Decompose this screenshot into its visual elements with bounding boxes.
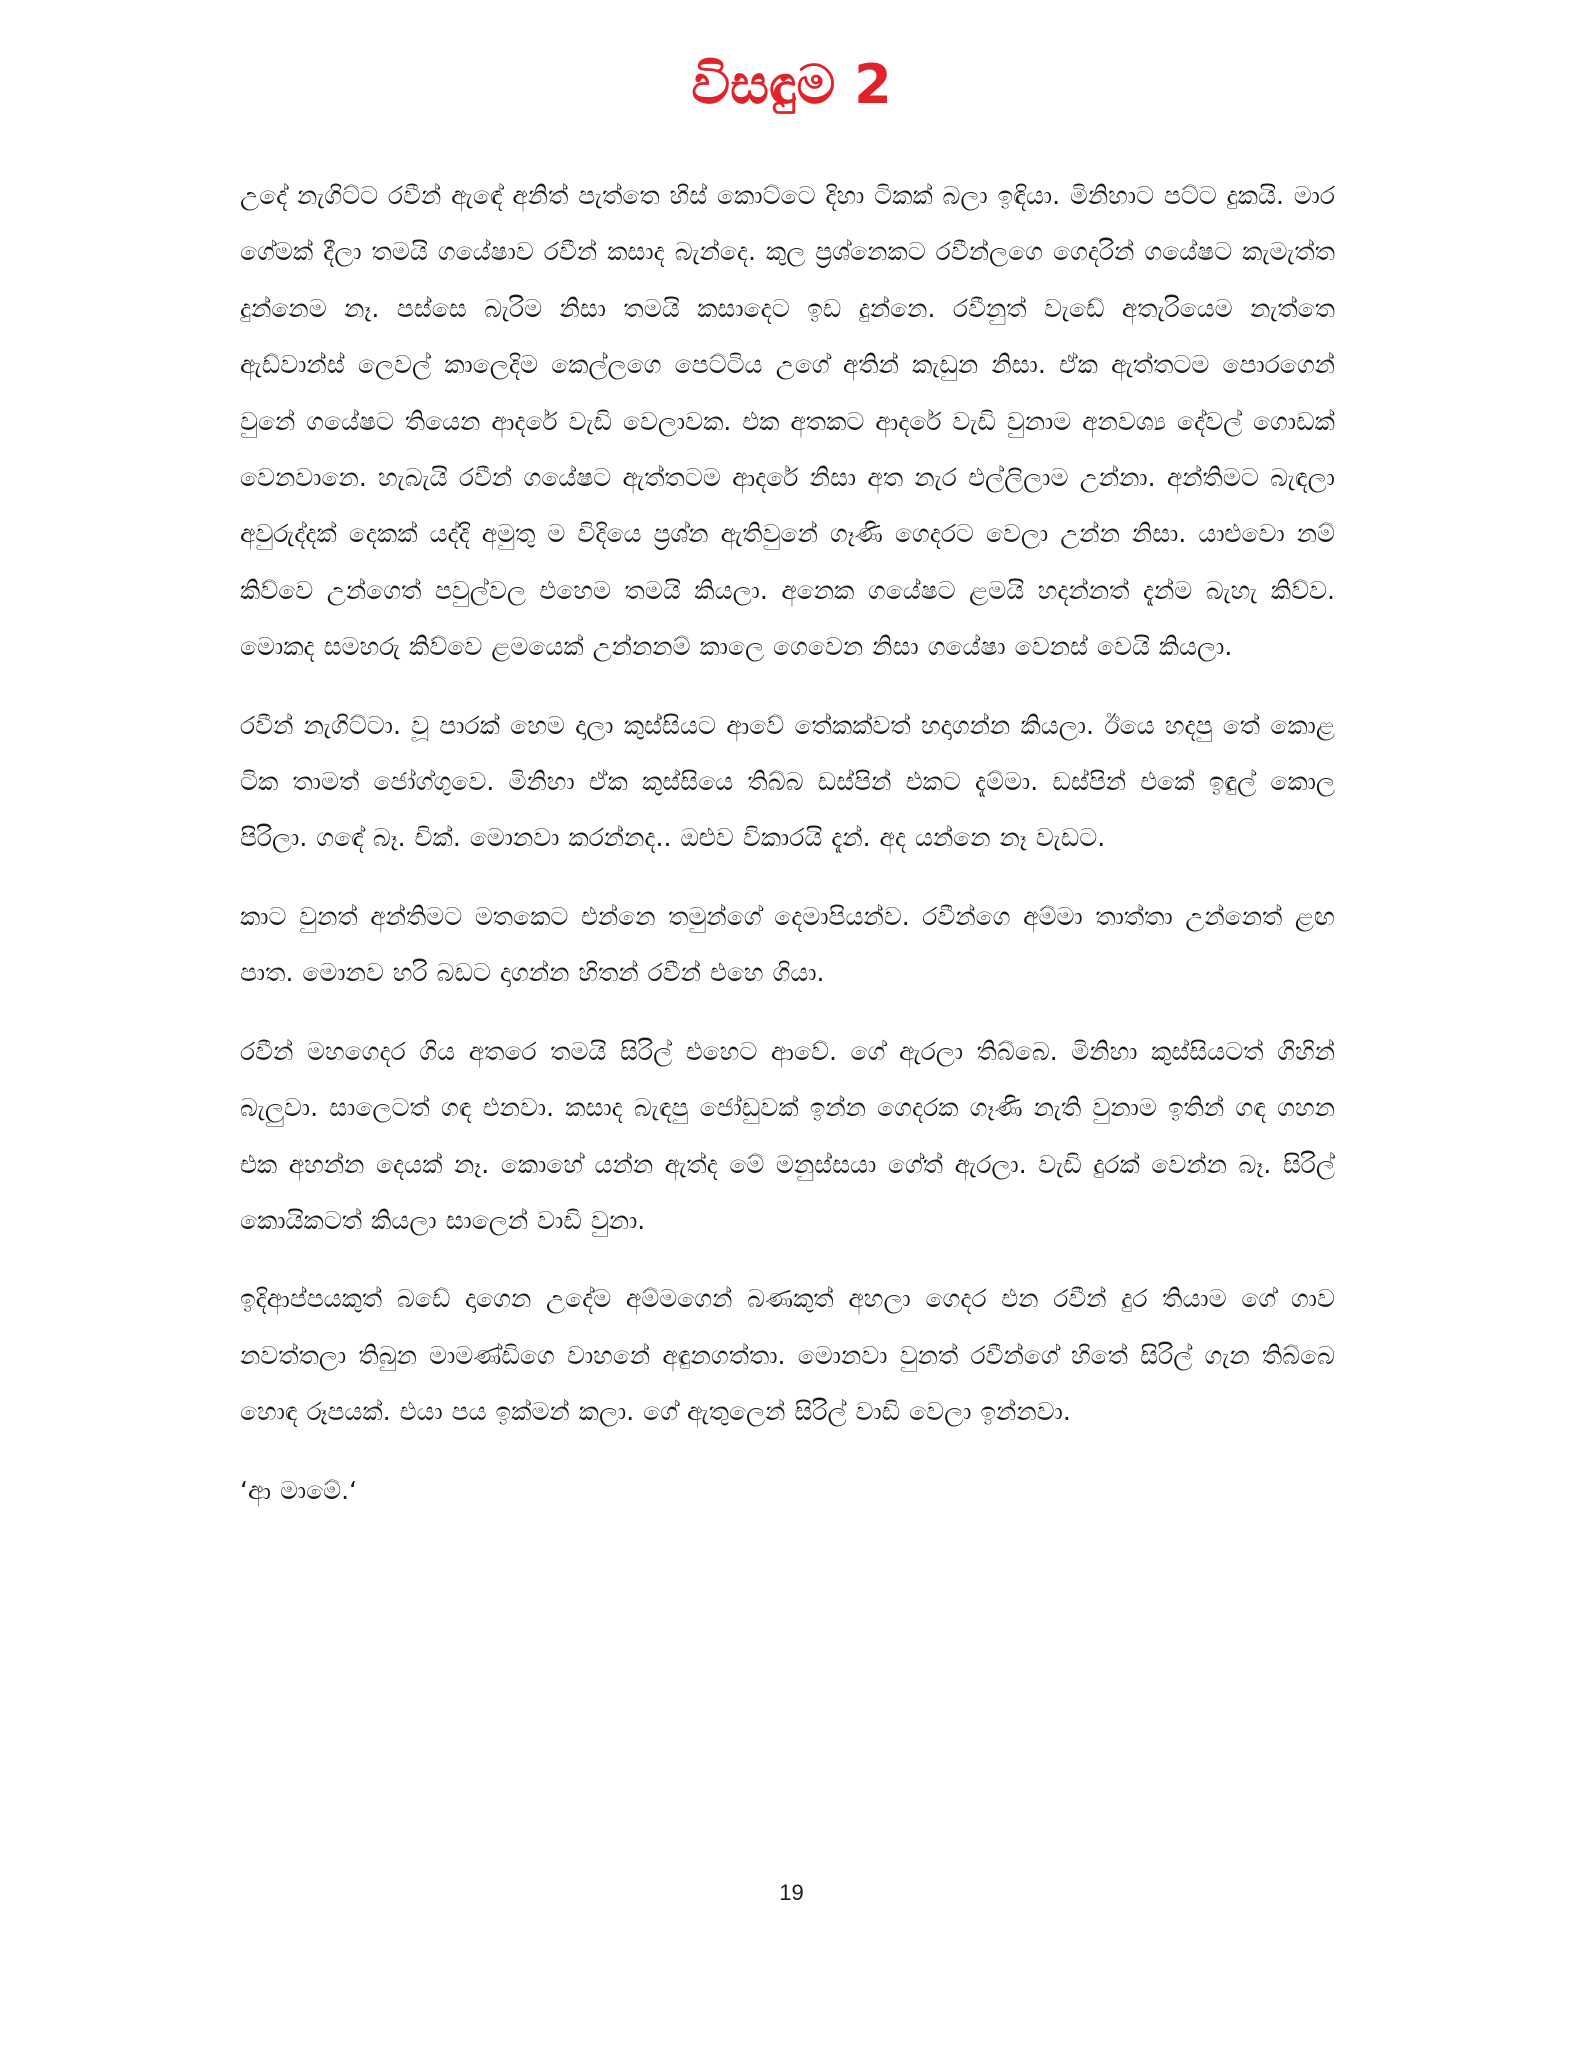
paragraph-5: ඉදිආප්පයකුත් බඩේ දාගෙන උදේම අම්මගෙන් බණකුත් අහලා ගෙදර එන රවීන් දුර තියාම ගේ ගාව නවත්තලා තිබුන මාමණ්ඩිගෙ වාහනේ අඳුනගත්තා. මොනවා වුනත් රවීන්ගේ හිතේ සිරිල් ගැන තිබ්බෙ හොඳ රූපයක්. එයා පය ඉක්මන් කලා. ගේ ඇතුලෙන් සිරිල් වාඩි වෙලා ඉන්නවා.: [240, 1284, 1335, 1427]
paragraph-4: රවීන් මහගෙදර ගිය අතරෙ තමයි සිරිල් එහෙට ආවේ. ගේ ඇරලා තිබ්බෙ. මිනිහා කුස්සියටත් ගිහින් බැලුවා. සාලෙටත් ගඳ එනවා. කසාද බැඳපු ජෝඩුවක් ඉන්න ගෙදරක ගෑණි නැති වුනාම ඉතින් ගඳ ගහන එක අහන්න දෙයක් නෑ. කොහේ යන්න ඇත්ද මේ මනුස්සයා ගේත් ඇරලා. වැඩි දුරක් වෙන්න බෑ. සිරිල් කොයිකටත් කියලා සාලෙන් වාඩි වුනා.: [240, 1036, 1335, 1235]
chapter-title: විසඳුම 2: [691, 53, 892, 116]
paragraph-3: කාට වුනත් අන්තිමට මතකෙට එන්නෙ තමුන්ගේ දෙමාපියන්ව. රවීන්ගෙ අම්මා තාත්තා උන්නෙත් ළඟ පාත. මොනව හරි බඩට දාගන්න හිතන් රවීන් එහෙ ගියා.: [240, 901, 1335, 988]
dialogue-line: ‘ආ මාමේ.‘: [240, 1475, 358, 1505]
page-number: 19: [779, 1880, 804, 1905]
body-text: [240, 168, 1335, 1541]
paragraph-1: උදේ නැගිට්ට රවීන් ඇඳේ අනිත් පැත්තෙ හිස් කොට්ටෙ දිහා ටිකක් බලා ඉඳියා. මිනිහාට පට්ට දුකයි. මාර ගේමක් දීලා තමයි ගයේෂාව රවීන් කසාද බැන්දෙ. කුල ප්‍රශ්නෙකට රවීන්ලගෙ ගෙදරින් ගයේෂට කැමැත්ත දුන්නෙම නෑ. පස්සෙ බැරිම නිසා තමයි කසාදෙට ඉඩ දුන්නෙ. රවීනුත් වැඩේ අතැරියෙම නැත්තෙ ඇඩ්වාන්ස් ලෙවල් කාලෙදිම කෙල්ලගෙ පෙට්ටිය උගේ අතින් කැඩුන නිසා. ඒක ඇත්තටම පොරගෙන් වුනේ ගයේෂට තියෙන ආදරේ වැඩි වෙලාවක. එක අතකට ආදරේ වැඩි වුනාම අනවශ්‍ය දේවල් ගොඩක් වෙනවානෙ. හැබැයි රවීන් ගයේෂට ඇත්තටම ආදරේ නිසා අත නැර එල්ලිලාම උන්නා. අන්තිමට බැඳලා අවුරුද්දක් දෙකක් යද්දි අමුතු ම විදියෙ ප්‍රශ්න ඇතිවුනේ ගෑණි ගෙදරට වෙලා උන්න නිසා. යාළුවො නම් කිව්වෙ උන්ගෙත් පවුල්වල එහෙම තමයි කියලා. අනෙක ගයේෂට ළමයි හදන්නත් දැන්ම බැහැ කිව්ව. මොකද සමහරු කිව්වෙ ළමයෙක් උන්නනම් කාලෙ ගෙවෙන නිසා ගයේෂා වෙනස් වෙයි කියලා.: [240, 181, 1335, 662]
paragraph-2: රවීන් නැගිට්ටා. වූ පාරක් හෙම දාලා කුස්සියට ආවේ තේකක්වත් හදාගන්න කියලා. ඊයෙ හදපු තේ කොළ ටික තාමත් ජෝග්ගුවෙ. මිනිහා ඒක කුස්සියෙ තිබ්බ ඩස්පින් එකට දැම්මා. ඩස්පින් එකේ ඉඳුල් කොල පිරිලා. ගඳේ බෑ. චික්. මොනවා කරන්නද.. ඔළුව විකාරයි දැන්. අද යන්නෙ නෑ වැඩට.: [240, 710, 1335, 853]
